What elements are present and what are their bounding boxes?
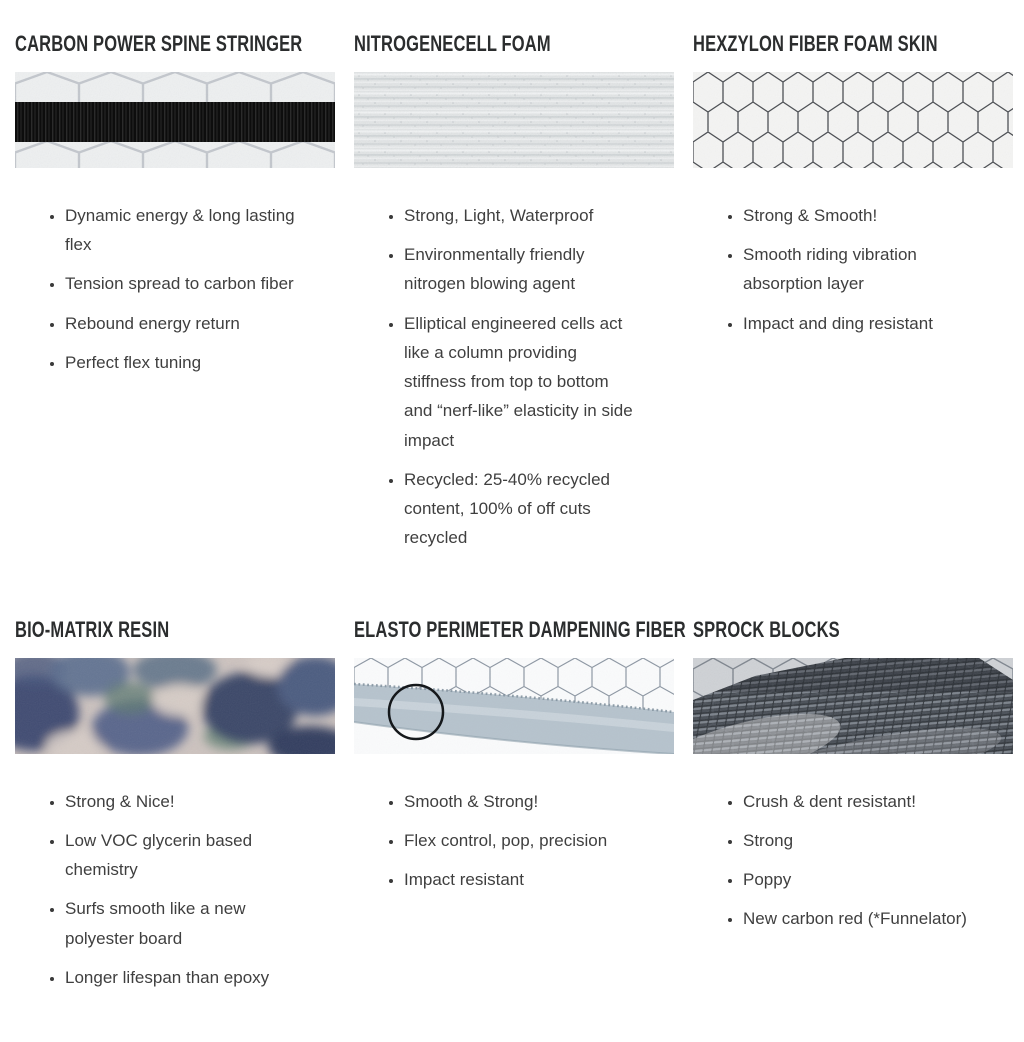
hex-mesh-texture-image [693, 72, 1013, 168]
feature-bullet-list [693, 787, 1013, 934]
feature-bullet: • Tension spread to carbon fiber [65, 269, 299, 298]
feature-bullet: • Impact and ding resistant [743, 309, 977, 338]
feature-bullet-list [693, 201, 1013, 338]
feature-title [354, 616, 686, 642]
feature-title-text: ELASTO PERIMETER DAMPENING FIBER [354, 616, 686, 642]
feature-bullet: • Poppy [743, 865, 977, 894]
feature-bullet: • Strong & Smooth! [743, 201, 977, 230]
feature-bullet-list [15, 201, 335, 377]
carbon-stringer-texture [15, 72, 335, 168]
rail-band-texture [354, 658, 674, 754]
feature-bullet: • Rebound energy return [65, 309, 299, 338]
feature-bullet: • Crush & dent resistant! [743, 787, 977, 816]
feature-bullet: • Surfs smooth like a new polyester board [65, 894, 299, 952]
resin-marble-texture [15, 658, 335, 754]
feature-bullet: • Smooth riding vibration absorption layer [743, 240, 977, 298]
rail-band-texture-image [354, 658, 674, 754]
feature-title-text: HEXZYLON FIBER FOAM SKIN [693, 31, 938, 56]
feature-title [15, 616, 335, 642]
feature-bullet: • Impact resistant [404, 865, 638, 894]
feature-bullet: • New carbon red (*Funnelator) [743, 904, 977, 933]
hex-mesh-texture [693, 72, 1013, 168]
feature-card-elasto-perimeter-dampening-fiber [354, 616, 686, 1002]
feature-card-nitrogenecell-foam [354, 33, 674, 563]
feature-bullet: • Perfect flex tuning [65, 348, 299, 377]
carbon-weave-texture [693, 658, 1013, 754]
feature-bullet-list [354, 787, 674, 895]
feature-card-sprock-blocks [693, 616, 1013, 1002]
resin-marble-texture-image [15, 658, 335, 754]
foam-texture [354, 72, 674, 168]
feature-title [15, 33, 335, 55]
feature-bullet: • Smooth & Strong! [404, 787, 638, 816]
feature-bullet: • Strong [743, 826, 977, 855]
feature-card-carbon-power-spine-stringer [15, 33, 335, 563]
feature-title [693, 616, 1013, 642]
feature-bullet: • Dynamic energy & long lasting flex [65, 201, 299, 259]
feature-bullet: • Flex control, pop, precision [404, 826, 638, 855]
feature-bullet: • Strong, Light, Waterproof [404, 201, 638, 230]
feature-bullet: • Low VOC glycerin based chemistry [65, 826, 299, 884]
feature-title [354, 33, 674, 55]
feature-title-text: BIO-MATRIX RESIN [15, 616, 170, 642]
carbon-stringer-texture-image [15, 72, 335, 168]
feature-bullet-list [354, 201, 674, 553]
feature-bullet: • Longer lifespan than epoxy [65, 963, 299, 992]
feature-title-text: CARBON POWER SPINE STRINGER [15, 31, 303, 56]
carbon-weave-texture-image [693, 658, 1013, 754]
feature-title [693, 33, 1013, 55]
feature-title-text: SPROCK BLOCKS [693, 616, 840, 642]
feature-card-hexzylon-fiber-foam-skin [693, 33, 1013, 563]
feature-card-bio-matrix-resin [15, 616, 335, 1002]
feature-bullet: • Environmentally friendly nitrogen blowing agent [404, 240, 638, 298]
feature-title-text: NITROGENECELL FOAM [354, 31, 551, 56]
foam-texture-image [354, 72, 674, 168]
feature-bullet: • Strong & Nice! [65, 787, 299, 816]
feature-bullet: • Recycled: 25-40% recycled content, 100% of off cuts recycled [404, 465, 638, 553]
feature-bullet-list [15, 787, 335, 992]
feature-bullet: • Elliptical engineered cells act like a column providing stiffness from top to bottom and “nerf-like” elasticity in side impact [404, 309, 638, 455]
